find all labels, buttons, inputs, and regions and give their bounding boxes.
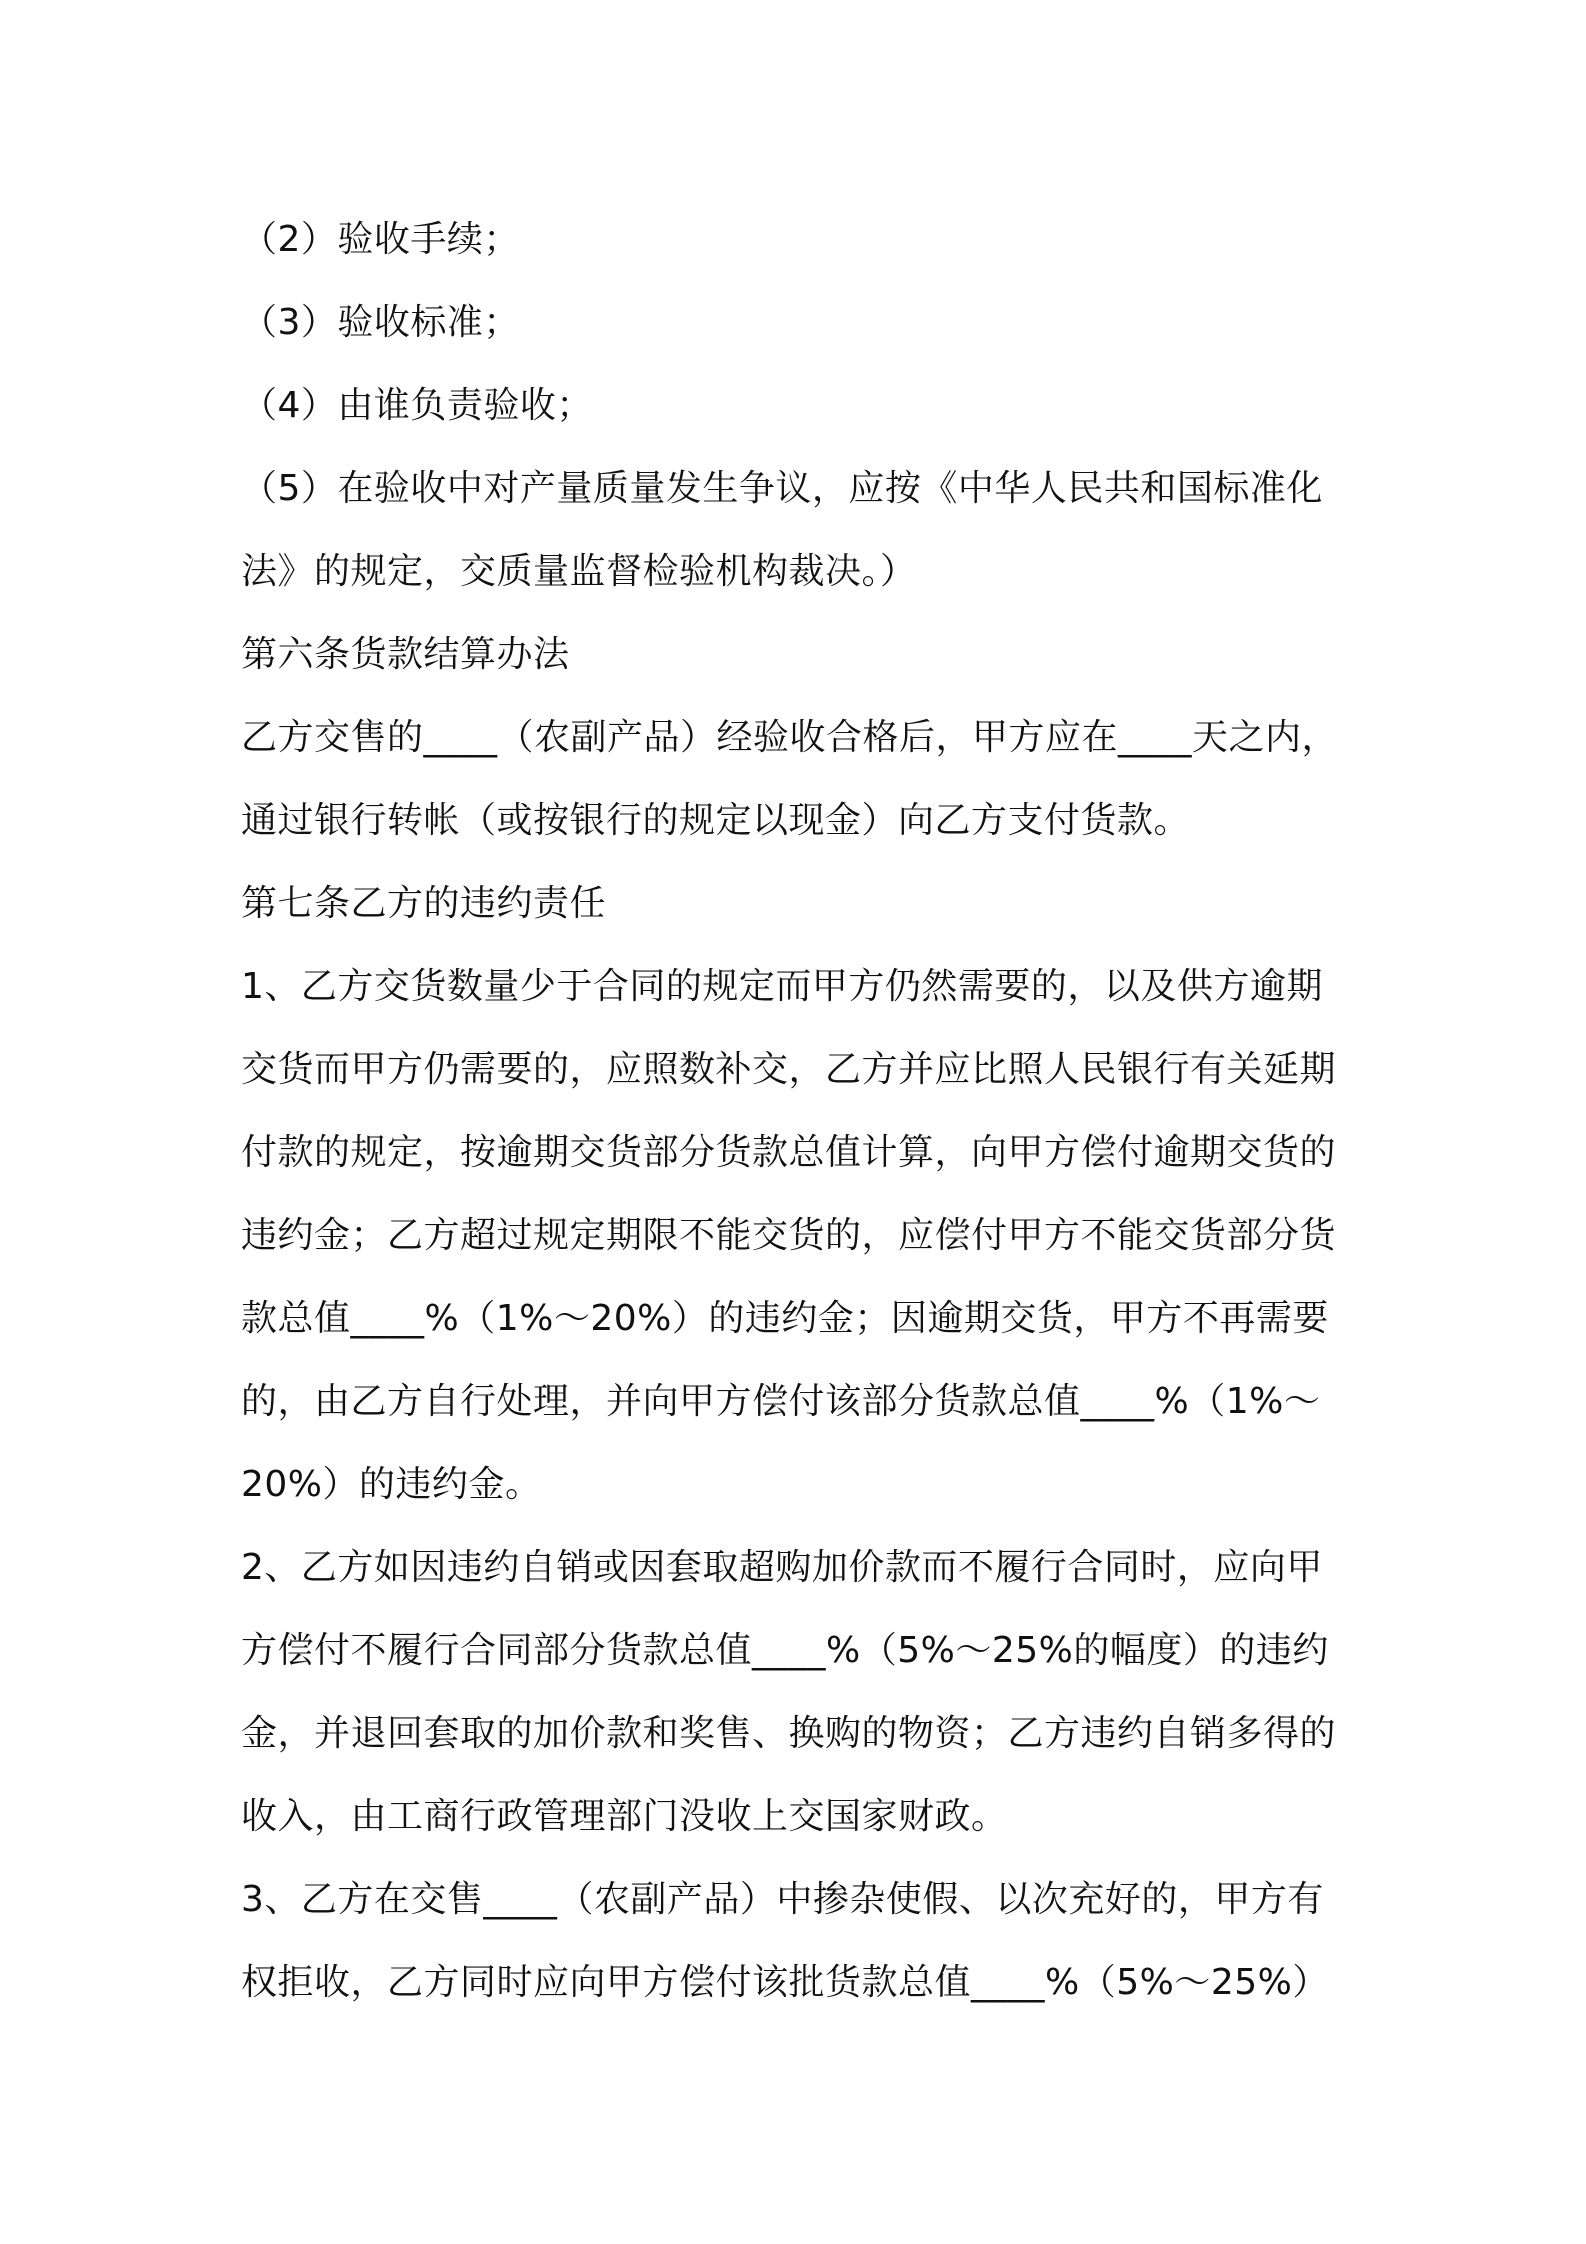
document-body <box>241 198 1361 2024</box>
clause-2-line-3: 金，并退回套取的加价款和奖售、换购的物资；乙方违约自销多得的 <box>241 1713 1337 1754</box>
article-6-text-line-2: 通过银行转帐（或按银行的规定以现金）向乙方支付货款。 <box>241 800 1191 841</box>
clause-3-line-2: 权拒收，乙方同时应向甲方偿付该批货款总值____%（5%～25%） <box>241 1962 1329 2003</box>
item-3-acceptance-standard: （3）验收标准； <box>241 302 520 343</box>
clause-2-line-4: 收入，由工商行政管理部门没收上交国家财政。 <box>241 1796 1008 1837</box>
item-4-acceptance-responsible: （4）由谁负责验收； <box>241 385 593 426</box>
clause-1-line-3: 付款的规定，按逾期交货部分货款总值计算，向甲方偿付逾期交货的 <box>241 1132 1337 1173</box>
clause-2-line-1: 2、乙方如因违约自销或因套取超购加价款而不履行合同时，应向甲 <box>241 1547 1323 1588</box>
article-6-text-line-1: 乙方交售的____（农副产品）经验收合格后，甲方应在____天之内， <box>241 717 1339 758</box>
clause-1-line-2: 交货而甲方仍需要的，应照数补交，乙方并应比照人民银行有关延期 <box>241 1049 1337 1090</box>
clause-1-line-5: 款总值____%（1%～20%）的违约金；因逾期交货，甲方不再需要 <box>241 1298 1329 1339</box>
clause-1-line-1: 1、乙方交货数量少于合同的规定而甲方仍然需要的，以及供方逾期 <box>241 966 1323 1007</box>
clause-3-line-1: 3、乙方在交售____（农副产品）中掺杂使假、以次充好的，甲方有 <box>241 1879 1324 1920</box>
clause-2-line-2: 方偿付不履行合同部分货款总值____%（5%～25%的幅度）的违约 <box>241 1630 1329 1671</box>
item-5-dispute-line-2: 法》的规定，交质量监督检验机构裁决。） <box>241 551 917 592</box>
item-2-acceptance-procedure: （2）验收手续； <box>241 219 520 260</box>
article-6-heading: 第六条货款结算办法 <box>241 634 570 675</box>
clause-1-line-6: 的，由乙方自行处理，并向甲方偿付该部分货款总值____%（1%～ <box>241 1381 1321 1422</box>
article-7-heading: 第七条乙方的违约责任 <box>241 883 607 924</box>
clause-1-line-4: 违约金；乙方超过规定期限不能交货的，应偿付甲方不能交货部分货 <box>241 1215 1337 1256</box>
item-5-dispute-line-1: （5）在验收中对产量质量发生争议，应按《中华人民共和国标准化 <box>241 468 1323 509</box>
clause-1-line-7: 20%）的违约金。 <box>241 1464 542 1505</box>
